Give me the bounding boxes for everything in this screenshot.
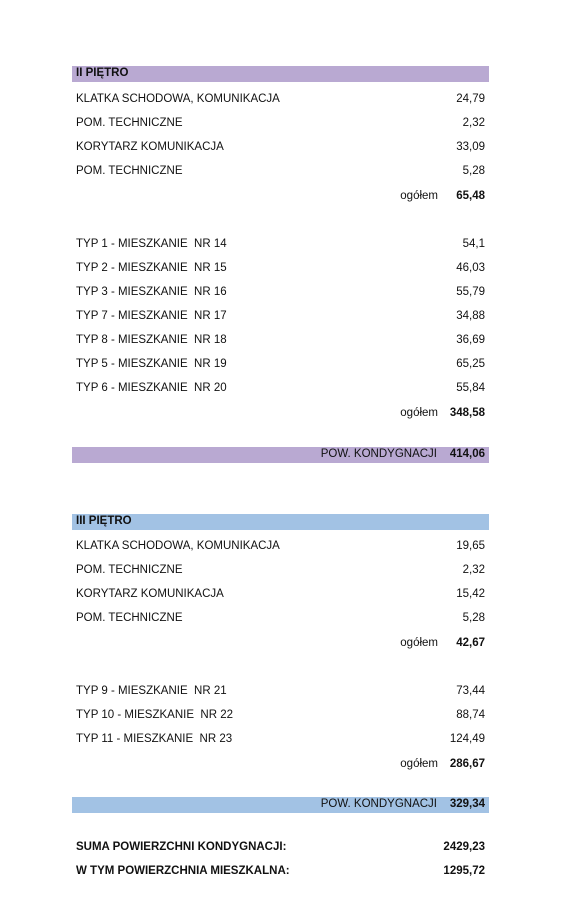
row-label: TYP 11 - MIESZKANIE NR 23 (76, 733, 233, 745)
summary-total (76, 841, 485, 857)
floor3-title: III PIĘTRO (76, 515, 132, 527)
row-value: 2,32 (462, 117, 485, 129)
row-value: 5,28 (462, 165, 485, 177)
row-label: TYP 6 - MIESZKANIE NR 20 (76, 382, 227, 394)
floor-total-label: POW. KONDYGNACJI (320, 448, 437, 460)
floor-total-value: 414,06 (449, 448, 485, 460)
row-value: 55,84 (456, 382, 485, 394)
table-row (76, 117, 485, 133)
row-label: POM. TECHNICZNE (76, 612, 183, 624)
summary-total-value: 2429,23 (443, 841, 485, 853)
row-value: 33,09 (456, 141, 485, 153)
table-row (76, 564, 485, 580)
total-label: ogółem (400, 407, 438, 419)
table-row (76, 685, 485, 701)
table-row (76, 540, 485, 556)
row-label: KLATKA SCHODOWA, KOMUNIKACJA (76, 540, 280, 552)
table-row (76, 382, 485, 398)
table-row (76, 612, 485, 628)
row-value: 34,88 (456, 310, 485, 322)
row-label: TYP 5 - MIESZKANIE NR 19 (76, 358, 227, 370)
row-value: 124,49 (449, 733, 485, 745)
summary-total-label: SUMA POWIERZCHNI KONDYGNACJI: (76, 841, 287, 853)
floor-total-value: 329,34 (449, 798, 485, 810)
row-label: TYP 10 - MIESZKANIE NR 22 (76, 709, 234, 721)
total-label: ogółem (400, 190, 438, 202)
total-label: ogółem (400, 758, 438, 770)
table-row (76, 141, 485, 157)
floor2-common-total (76, 190, 485, 206)
row-value: 65,25 (456, 358, 485, 370)
floor2-apartments-total (76, 407, 485, 423)
row-label: KORYTARZ KOMUNIKACJA (76, 141, 224, 153)
row-label: TYP 1 - MIESZKANIE NR 14 (76, 238, 227, 250)
row-value: 73,44 (456, 685, 485, 697)
row-label: TYP 9 - MIESZKANIE NR 21 (76, 685, 227, 697)
table-row (76, 262, 485, 278)
total-label: ogółem (400, 637, 438, 649)
row-label: TYP 2 - MIESZKANIE NR 15 (76, 262, 227, 274)
floor2-total-band (72, 447, 489, 463)
table-row (76, 334, 485, 350)
row-value: 5,28 (462, 612, 485, 624)
summary-residential-label: W TYM POWIERZCHNIA MIESZKALNA: (76, 865, 290, 877)
row-label: POM. TECHNICZNE (76, 564, 183, 576)
floor2-title: II PIĘTRO (76, 67, 129, 79)
total-value: 42,67 (456, 637, 485, 649)
total-value: 348,58 (449, 407, 485, 419)
floor3-total-band (72, 797, 489, 813)
table-row (76, 165, 485, 181)
row-label: TYP 7 - MIESZKANIE NR 17 (76, 310, 227, 322)
row-label: POM. TECHNICZNE (76, 165, 183, 177)
row-value: 36,69 (456, 334, 485, 346)
table-row (76, 588, 485, 604)
floor3-apartments-total (76, 758, 485, 774)
row-label: KORYTARZ KOMUNIKACJA (76, 588, 224, 600)
floor-total-label: POW. KONDYGNACJI (320, 798, 437, 810)
summary-residential-value: 1295,72 (443, 865, 485, 877)
row-value: 88,74 (456, 709, 485, 721)
table-row (76, 93, 485, 109)
row-label: TYP 8 - MIESZKANIE NR 18 (76, 334, 227, 346)
total-value: 286,67 (449, 758, 485, 770)
table-row (76, 310, 485, 326)
row-label: KLATKA SCHODOWA, KOMUNIKACJA (76, 93, 280, 105)
table-row (76, 733, 485, 749)
row-value: 24,79 (456, 93, 485, 105)
row-label: TYP 3 - MIESZKANIE NR 16 (76, 286, 227, 298)
table-row (76, 709, 485, 725)
row-value: 19,65 (456, 540, 485, 552)
total-value: 65,48 (456, 190, 485, 202)
row-value: 55,79 (456, 286, 485, 298)
row-value: 2,32 (462, 564, 485, 576)
floor3-common-total (76, 637, 485, 653)
table-row (76, 358, 485, 374)
table-row (76, 286, 485, 302)
row-label: POM. TECHNICZNE (76, 117, 183, 129)
row-value: 46,03 (456, 262, 485, 274)
floor2-header (72, 66, 489, 82)
floor3-header (72, 514, 489, 530)
row-value: 54,1 (462, 238, 485, 250)
table-row (76, 238, 485, 254)
row-value: 15,42 (456, 588, 485, 600)
summary-residential (76, 865, 485, 881)
